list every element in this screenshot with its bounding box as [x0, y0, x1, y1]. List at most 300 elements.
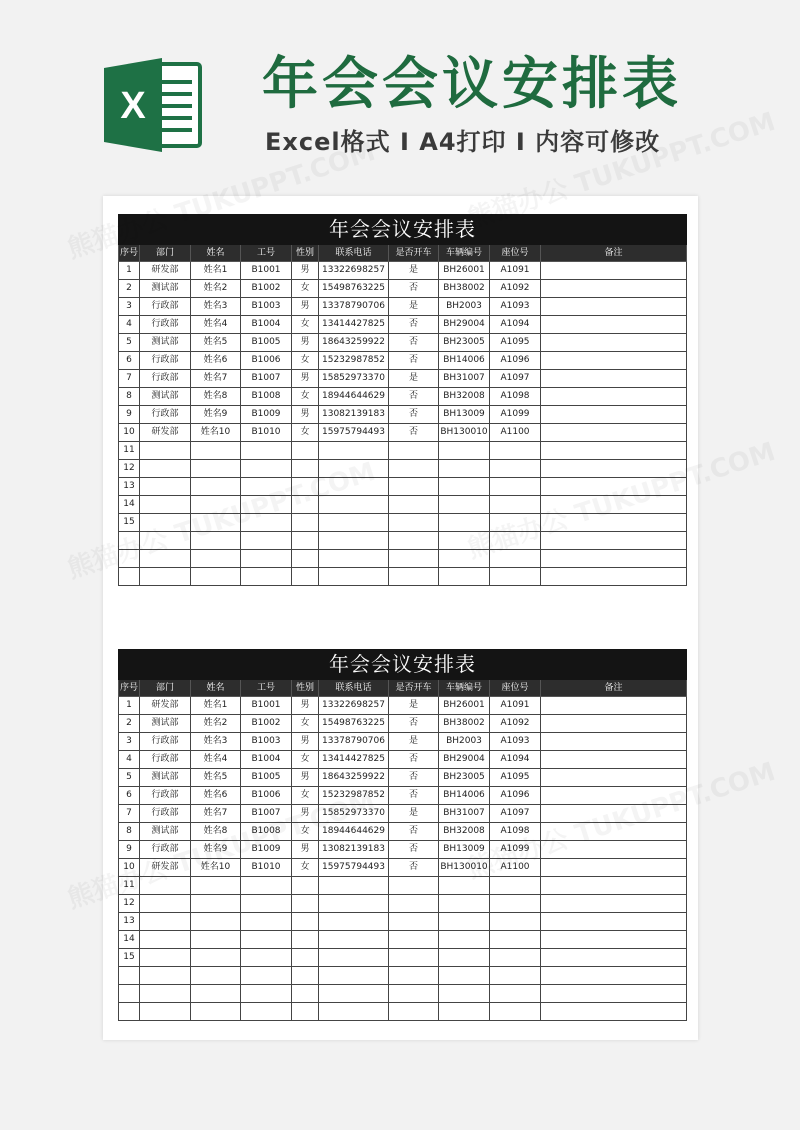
table-cell[interactable] — [292, 913, 319, 931]
table-cell[interactable] — [439, 532, 490, 550]
table-cell[interactable]: B1008 — [241, 388, 292, 406]
table-cell[interactable]: 15852973370 — [319, 370, 389, 388]
table-cell[interactable]: 姓名7 — [191, 370, 241, 388]
table-cell[interactable] — [490, 514, 541, 532]
table-cell[interactable] — [490, 895, 541, 913]
table-cell[interactable]: B1003 — [241, 733, 292, 751]
table-cell[interactable] — [541, 895, 687, 913]
table-cell[interactable]: 5 — [119, 334, 140, 352]
table-cell[interactable]: B1005 — [241, 334, 292, 352]
table-cell[interactable]: B1002 — [241, 280, 292, 298]
table-cell[interactable]: 研发部 — [140, 424, 191, 442]
table-cell[interactable]: 行政部 — [140, 733, 191, 751]
table-cell[interactable]: BH31007 — [439, 370, 490, 388]
table-cell[interactable]: B1006 — [241, 352, 292, 370]
table-cell[interactable] — [241, 550, 292, 568]
table-cell[interactable]: A1093 — [490, 298, 541, 316]
table-cell[interactable]: 否 — [389, 823, 439, 841]
table-cell[interactable] — [191, 931, 241, 949]
table-cell[interactable] — [439, 895, 490, 913]
table-cell[interactable] — [439, 478, 490, 496]
table-cell[interactable]: 女 — [292, 823, 319, 841]
table-cell[interactable]: 姓名5 — [191, 334, 241, 352]
table-cell[interactable]: 行政部 — [140, 370, 191, 388]
table-cell[interactable]: A1091 — [490, 697, 541, 715]
table-cell[interactable]: 男 — [292, 298, 319, 316]
table-cell[interactable] — [490, 532, 541, 550]
table-cell[interactable]: 姓名6 — [191, 352, 241, 370]
table-cell[interactable] — [292, 496, 319, 514]
table-cell[interactable] — [140, 514, 191, 532]
table-cell[interactable]: 18944644629 — [319, 388, 389, 406]
table-cell[interactable]: 5 — [119, 769, 140, 787]
table-cell[interactable] — [490, 478, 541, 496]
table-cell[interactable]: A1096 — [490, 787, 541, 805]
table-cell[interactable]: 女 — [292, 424, 319, 442]
table-cell[interactable]: 3 — [119, 298, 140, 316]
table-cell[interactable]: A1092 — [490, 280, 541, 298]
table-cell[interactable] — [241, 514, 292, 532]
table-cell[interactable] — [541, 859, 687, 877]
table-cell[interactable]: 2 — [119, 715, 140, 733]
table-cell[interactable] — [119, 532, 140, 550]
table-cell[interactable] — [439, 985, 490, 1003]
table-cell[interactable] — [319, 1003, 389, 1021]
table-cell[interactable] — [490, 949, 541, 967]
table-cell[interactable] — [241, 895, 292, 913]
table-cell[interactable]: A1095 — [490, 334, 541, 352]
table-cell[interactable]: 姓名2 — [191, 715, 241, 733]
table-cell[interactable]: 否 — [389, 334, 439, 352]
table-cell[interactable] — [319, 931, 389, 949]
table-cell[interactable] — [541, 1003, 687, 1021]
table-cell[interactable]: 13 — [119, 478, 140, 496]
table-cell[interactable]: 14 — [119, 496, 140, 514]
table-cell[interactable] — [241, 1003, 292, 1021]
table-cell[interactable] — [319, 532, 389, 550]
table-cell[interactable] — [319, 949, 389, 967]
table-cell[interactable]: 2 — [119, 280, 140, 298]
table-cell[interactable] — [541, 913, 687, 931]
table-cell[interactable] — [541, 877, 687, 895]
table-cell[interactable] — [319, 442, 389, 460]
table-cell[interactable]: 15498763225 — [319, 280, 389, 298]
table-cell[interactable]: BH2003 — [439, 733, 490, 751]
table-cell[interactable]: 行政部 — [140, 805, 191, 823]
table-cell[interactable] — [292, 877, 319, 895]
table-cell[interactable]: 8 — [119, 823, 140, 841]
table-cell[interactable]: 6 — [119, 787, 140, 805]
table-cell[interactable]: B1009 — [241, 406, 292, 424]
table-cell[interactable]: 13378790706 — [319, 298, 389, 316]
table-cell[interactable] — [319, 460, 389, 478]
table-cell[interactable] — [140, 460, 191, 478]
table-cell[interactable] — [140, 478, 191, 496]
table-cell[interactable] — [439, 931, 490, 949]
table-cell[interactable] — [439, 877, 490, 895]
table-cell[interactable]: 否 — [389, 388, 439, 406]
table-cell[interactable] — [319, 913, 389, 931]
table-cell[interactable] — [389, 877, 439, 895]
table-cell[interactable]: 15498763225 — [319, 715, 389, 733]
table-cell[interactable] — [541, 841, 687, 859]
table-cell[interactable] — [389, 514, 439, 532]
table-cell[interactable] — [439, 550, 490, 568]
table-cell[interactable] — [191, 496, 241, 514]
table-cell[interactable] — [140, 913, 191, 931]
table-cell[interactable] — [389, 442, 439, 460]
table-cell[interactable] — [389, 460, 439, 478]
table-cell[interactable]: 姓名2 — [191, 280, 241, 298]
table-cell[interactable]: A1099 — [490, 841, 541, 859]
table-cell[interactable]: 是 — [389, 262, 439, 280]
table-cell[interactable] — [241, 568, 292, 586]
table-cell[interactable]: 女 — [292, 715, 319, 733]
table-cell[interactable]: 否 — [389, 787, 439, 805]
table-cell[interactable] — [241, 949, 292, 967]
table-cell[interactable]: 6 — [119, 352, 140, 370]
table-cell[interactable] — [541, 460, 687, 478]
table-cell[interactable] — [541, 550, 687, 568]
table-cell[interactable] — [389, 895, 439, 913]
table-cell[interactable]: 姓名9 — [191, 841, 241, 859]
table-cell[interactable]: 是 — [389, 370, 439, 388]
table-cell[interactable]: 否 — [389, 751, 439, 769]
table-cell[interactable]: 姓名8 — [191, 823, 241, 841]
table-cell[interactable] — [490, 913, 541, 931]
table-cell[interactable]: BH14006 — [439, 787, 490, 805]
table-cell[interactable]: BH38002 — [439, 715, 490, 733]
table-cell[interactable]: B1001 — [241, 697, 292, 715]
table-cell[interactable] — [191, 985, 241, 1003]
table-cell[interactable]: A1094 — [490, 316, 541, 334]
table-cell[interactable]: 女 — [292, 352, 319, 370]
table-cell[interactable]: 男 — [292, 805, 319, 823]
table-cell[interactable] — [541, 514, 687, 532]
table-cell[interactable] — [191, 877, 241, 895]
table-cell[interactable] — [389, 949, 439, 967]
table-cell[interactable]: 7 — [119, 805, 140, 823]
table-cell[interactable] — [292, 967, 319, 985]
table-cell[interactable]: BH29004 — [439, 751, 490, 769]
table-cell[interactable]: 行政部 — [140, 841, 191, 859]
table-cell[interactable] — [241, 931, 292, 949]
table-cell[interactable]: 测试部 — [140, 823, 191, 841]
table-cell[interactable]: A1096 — [490, 352, 541, 370]
table-cell[interactable] — [241, 478, 292, 496]
table-cell[interactable] — [319, 877, 389, 895]
table-cell[interactable]: BH23005 — [439, 769, 490, 787]
table-cell[interactable]: BH130010 — [439, 859, 490, 877]
table-cell[interactable] — [319, 550, 389, 568]
table-cell[interactable] — [541, 715, 687, 733]
table-cell[interactable]: A1100 — [490, 859, 541, 877]
table-cell[interactable]: 女 — [292, 280, 319, 298]
table-cell[interactable] — [292, 442, 319, 460]
table-cell[interactable]: 18643259922 — [319, 769, 389, 787]
table-cell[interactable] — [490, 931, 541, 949]
table-cell[interactable] — [140, 568, 191, 586]
table-cell[interactable] — [292, 460, 319, 478]
table-cell[interactable]: A1097 — [490, 805, 541, 823]
table-cell[interactable] — [319, 514, 389, 532]
table-cell[interactable] — [140, 877, 191, 895]
table-cell[interactable]: A1098 — [490, 388, 541, 406]
table-cell[interactable]: BH13009 — [439, 841, 490, 859]
table-cell[interactable] — [541, 496, 687, 514]
table-cell[interactable]: 测试部 — [140, 334, 191, 352]
table-cell[interactable] — [292, 478, 319, 496]
table-cell[interactable] — [119, 568, 140, 586]
table-cell[interactable]: A1094 — [490, 751, 541, 769]
table-cell[interactable] — [140, 1003, 191, 1021]
table-cell[interactable]: 女 — [292, 859, 319, 877]
table-cell[interactable] — [490, 550, 541, 568]
table-cell[interactable]: 15975794493 — [319, 424, 389, 442]
table-cell[interactable] — [439, 967, 490, 985]
table-cell[interactable] — [140, 895, 191, 913]
table-cell[interactable]: 15852973370 — [319, 805, 389, 823]
table-cell[interactable]: 是 — [389, 733, 439, 751]
table-cell[interactable]: 13322698257 — [319, 262, 389, 280]
table-cell[interactable]: 11 — [119, 877, 140, 895]
table-cell[interactable]: 研发部 — [140, 262, 191, 280]
table-cell[interactable]: 姓名7 — [191, 805, 241, 823]
table-cell[interactable]: 测试部 — [140, 280, 191, 298]
table-cell[interactable]: 否 — [389, 859, 439, 877]
table-cell[interactable]: 姓名5 — [191, 769, 241, 787]
table-cell[interactable] — [191, 1003, 241, 1021]
table-cell[interactable]: 4 — [119, 751, 140, 769]
table-cell[interactable]: 1 — [119, 697, 140, 715]
table-cell[interactable]: 15232987852 — [319, 352, 389, 370]
table-cell[interactable]: 7 — [119, 370, 140, 388]
table-cell[interactable]: 姓名4 — [191, 316, 241, 334]
table-cell[interactable] — [541, 280, 687, 298]
table-cell[interactable] — [119, 1003, 140, 1021]
table-cell[interactable] — [292, 1003, 319, 1021]
table-cell[interactable]: 否 — [389, 715, 439, 733]
table-cell[interactable] — [490, 1003, 541, 1021]
table-cell[interactable]: 姓名1 — [191, 697, 241, 715]
table-cell[interactable]: 9 — [119, 406, 140, 424]
table-cell[interactable]: BH31007 — [439, 805, 490, 823]
table-cell[interactable]: 否 — [389, 769, 439, 787]
table-cell[interactable] — [319, 496, 389, 514]
table-cell[interactable]: 女 — [292, 316, 319, 334]
table-cell[interactable]: 10 — [119, 424, 140, 442]
table-cell[interactable] — [140, 967, 191, 985]
table-cell[interactable] — [541, 406, 687, 424]
table-cell[interactable] — [389, 985, 439, 1003]
table-cell[interactable] — [191, 550, 241, 568]
table-cell[interactable] — [541, 532, 687, 550]
table-cell[interactable]: B1006 — [241, 787, 292, 805]
table-cell[interactable]: B1004 — [241, 316, 292, 334]
table-cell[interactable]: BH29004 — [439, 316, 490, 334]
table-cell[interactable]: 男 — [292, 697, 319, 715]
table-cell[interactable] — [541, 316, 687, 334]
table-cell[interactable]: A1092 — [490, 715, 541, 733]
table-cell[interactable] — [191, 967, 241, 985]
table-cell[interactable] — [439, 496, 490, 514]
table-cell[interactable]: 13082139183 — [319, 841, 389, 859]
table-cell[interactable] — [490, 568, 541, 586]
table-cell[interactable]: BH14006 — [439, 352, 490, 370]
table-cell[interactable]: B1002 — [241, 715, 292, 733]
table-cell[interactable]: 姓名9 — [191, 406, 241, 424]
table-cell[interactable]: 13082139183 — [319, 406, 389, 424]
table-cell[interactable] — [292, 568, 319, 586]
table-cell[interactable]: 行政部 — [140, 751, 191, 769]
table-cell[interactable] — [389, 532, 439, 550]
table-cell[interactable] — [292, 550, 319, 568]
table-cell[interactable]: BH32008 — [439, 388, 490, 406]
table-cell[interactable]: BH23005 — [439, 334, 490, 352]
table-cell[interactable]: BH38002 — [439, 280, 490, 298]
table-cell[interactable]: 女 — [292, 388, 319, 406]
table-cell[interactable]: B1004 — [241, 751, 292, 769]
table-cell[interactable]: B1001 — [241, 262, 292, 280]
table-cell[interactable] — [541, 352, 687, 370]
table-cell[interactable] — [292, 949, 319, 967]
table-cell[interactable] — [319, 967, 389, 985]
table-cell[interactable]: A1098 — [490, 823, 541, 841]
table-cell[interactable] — [241, 442, 292, 460]
table-cell[interactable] — [439, 1003, 490, 1021]
table-cell[interactable]: 13322698257 — [319, 697, 389, 715]
table-cell[interactable]: 13378790706 — [319, 733, 389, 751]
table-cell[interactable]: 姓名10 — [191, 424, 241, 442]
table-cell[interactable]: 18643259922 — [319, 334, 389, 352]
table-cell[interactable] — [541, 967, 687, 985]
table-cell[interactable]: 行政部 — [140, 406, 191, 424]
table-cell[interactable]: 女 — [292, 787, 319, 805]
table-cell[interactable] — [439, 949, 490, 967]
table-cell[interactable]: 测试部 — [140, 769, 191, 787]
table-cell[interactable]: 12 — [119, 895, 140, 913]
table-cell[interactable]: BH13009 — [439, 406, 490, 424]
table-cell[interactable]: 行政部 — [140, 298, 191, 316]
table-cell[interactable] — [140, 931, 191, 949]
table-cell[interactable] — [541, 568, 687, 586]
table-cell[interactable]: 否 — [389, 352, 439, 370]
table-cell[interactable]: 是 — [389, 697, 439, 715]
table-cell[interactable] — [119, 550, 140, 568]
table-cell[interactable] — [439, 442, 490, 460]
table-cell[interactable] — [541, 478, 687, 496]
table-cell[interactable] — [490, 460, 541, 478]
table-cell[interactable] — [241, 967, 292, 985]
table-cell[interactable]: B1010 — [241, 424, 292, 442]
table-cell[interactable] — [439, 913, 490, 931]
table-cell[interactable] — [389, 931, 439, 949]
table-cell[interactable]: B1005 — [241, 769, 292, 787]
table-cell[interactable]: B1007 — [241, 805, 292, 823]
table-cell[interactable] — [389, 496, 439, 514]
table-cell[interactable] — [541, 262, 687, 280]
table-cell[interactable]: B1009 — [241, 841, 292, 859]
table-cell[interactable]: 否 — [389, 841, 439, 859]
table-cell[interactable]: 姓名3 — [191, 298, 241, 316]
table-cell[interactable] — [319, 985, 389, 1003]
table-cell[interactable] — [191, 460, 241, 478]
table-cell[interactable] — [191, 478, 241, 496]
table-cell[interactable] — [541, 787, 687, 805]
table-cell[interactable] — [541, 949, 687, 967]
table-cell[interactable] — [319, 478, 389, 496]
table-cell[interactable] — [389, 967, 439, 985]
table-cell[interactable]: 18944644629 — [319, 823, 389, 841]
table-cell[interactable] — [490, 877, 541, 895]
table-cell[interactable]: BH26001 — [439, 697, 490, 715]
table-cell[interactable] — [541, 823, 687, 841]
table-cell[interactable]: B1008 — [241, 823, 292, 841]
table-cell[interactable] — [389, 1003, 439, 1021]
table-cell[interactable]: 12 — [119, 460, 140, 478]
table-cell[interactable] — [319, 895, 389, 913]
table-cell[interactable]: 男 — [292, 406, 319, 424]
table-cell[interactable]: A1100 — [490, 424, 541, 442]
table-cell[interactable] — [292, 931, 319, 949]
table-cell[interactable] — [541, 442, 687, 460]
table-cell[interactable] — [191, 514, 241, 532]
table-cell[interactable]: 15 — [119, 949, 140, 967]
table-cell[interactable]: 15 — [119, 514, 140, 532]
table-cell[interactable] — [241, 532, 292, 550]
table-cell[interactable] — [490, 442, 541, 460]
table-cell[interactable]: 行政部 — [140, 787, 191, 805]
table-cell[interactable]: 行政部 — [140, 316, 191, 334]
table-cell[interactable] — [140, 949, 191, 967]
table-cell[interactable] — [191, 949, 241, 967]
table-cell[interactable] — [140, 532, 191, 550]
table-cell[interactable] — [292, 532, 319, 550]
table-cell[interactable]: BH2003 — [439, 298, 490, 316]
table-cell[interactable] — [140, 496, 191, 514]
table-cell[interactable] — [119, 967, 140, 985]
table-cell[interactable]: 10 — [119, 859, 140, 877]
table-cell[interactable]: A1099 — [490, 406, 541, 424]
table-cell[interactable]: 行政部 — [140, 352, 191, 370]
table-cell[interactable] — [541, 424, 687, 442]
table-cell[interactable]: 14 — [119, 931, 140, 949]
table-cell[interactable] — [541, 931, 687, 949]
table-cell[interactable]: 11 — [119, 442, 140, 460]
table-cell[interactable]: 3 — [119, 733, 140, 751]
table-cell[interactable]: 13414427825 — [319, 316, 389, 334]
table-cell[interactable]: 9 — [119, 841, 140, 859]
table-cell[interactable] — [389, 478, 439, 496]
table-cell[interactable] — [241, 877, 292, 895]
table-cell[interactable] — [241, 460, 292, 478]
table-cell[interactable]: 1 — [119, 262, 140, 280]
table-cell[interactable] — [541, 334, 687, 352]
table-cell[interactable] — [191, 532, 241, 550]
table-cell[interactable]: 是 — [389, 298, 439, 316]
table-cell[interactable] — [389, 568, 439, 586]
table-cell[interactable] — [439, 514, 490, 532]
table-cell[interactable]: 测试部 — [140, 715, 191, 733]
table-cell[interactable] — [541, 370, 687, 388]
table-cell[interactable] — [292, 514, 319, 532]
table-cell[interactable]: 研发部 — [140, 697, 191, 715]
table-cell[interactable]: 男 — [292, 769, 319, 787]
table-cell[interactable]: 姓名3 — [191, 733, 241, 751]
table-cell[interactable] — [439, 460, 490, 478]
table-cell[interactable]: B1010 — [241, 859, 292, 877]
table-cell[interactable] — [490, 985, 541, 1003]
